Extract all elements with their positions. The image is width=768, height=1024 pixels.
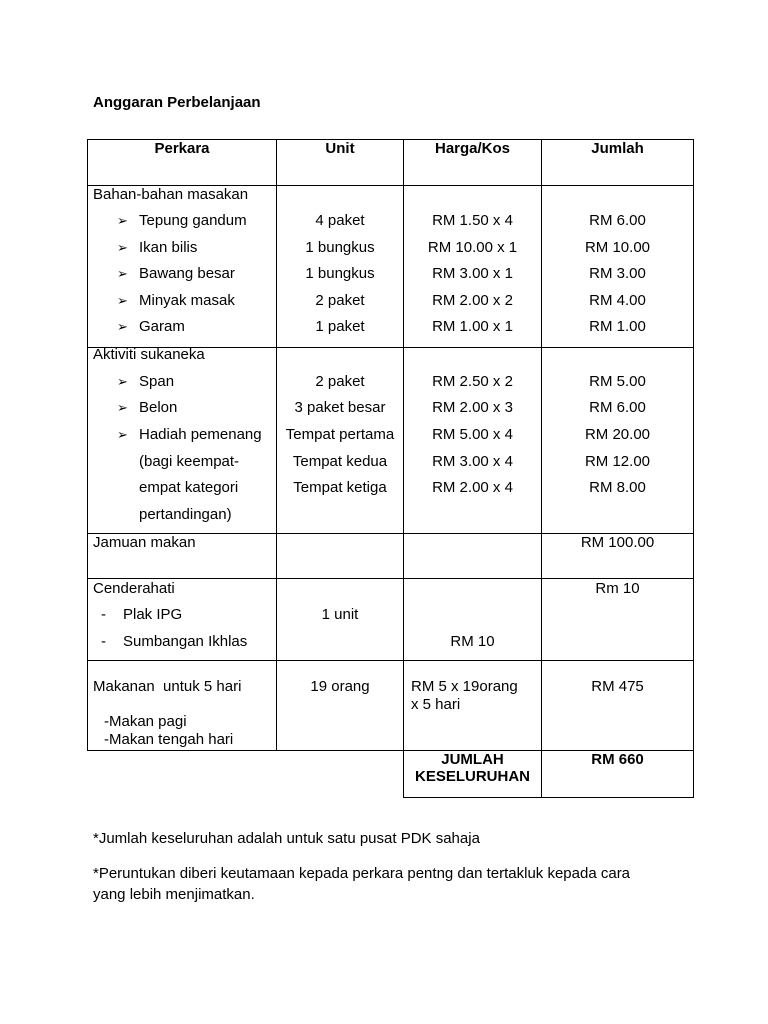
arrow-bullet-icon: ➢ bbox=[117, 293, 128, 308]
col-border bbox=[693, 139, 694, 798]
note-2-line2: yang lebih menjimatkan. bbox=[93, 886, 255, 903]
item-harga: RM 10.00 x 1 bbox=[427, 239, 518, 256]
arrow-bullet-icon: ➢ bbox=[117, 240, 128, 255]
makanan-label: Makanan untuk 5 hari bbox=[93, 678, 242, 695]
item-jumlah: RM 6.00 bbox=[589, 212, 646, 229]
item-unit: 3 paket besar bbox=[294, 399, 386, 416]
item-unit: 4 paket bbox=[315, 212, 365, 229]
makanan-sub-line: -Makan pagi bbox=[104, 713, 187, 730]
item-jumlah: RM 8.00 bbox=[589, 479, 646, 496]
item-label: Belon bbox=[139, 399, 178, 416]
item-unit: 1 bungkus bbox=[305, 265, 375, 282]
dash-bullet: - bbox=[101, 606, 106, 623]
row-divider bbox=[87, 578, 694, 579]
col-border bbox=[276, 139, 277, 751]
arrow-bullet-icon: ➢ bbox=[117, 266, 128, 281]
item-unit: 1 paket bbox=[315, 318, 365, 335]
makanan-jumlah: RM 475 bbox=[591, 678, 644, 695]
item-harga: RM 1.50 x 4 bbox=[432, 212, 513, 229]
item-label: Ikan bilis bbox=[139, 239, 198, 256]
hadiah-note-line: empat kategori bbox=[139, 479, 239, 496]
jamuan-label: Jamuan makan bbox=[93, 534, 196, 551]
item-label: Span bbox=[139, 373, 175, 390]
header-jumlah: Jumlah bbox=[591, 140, 644, 157]
item-label: Bawang besar bbox=[139, 265, 235, 282]
item-unit: 1 unit bbox=[321, 606, 359, 623]
item-jumlah: RM 3.00 bbox=[589, 265, 646, 282]
item-jumlah: RM 4.00 bbox=[589, 292, 646, 309]
makanan-harga-line1: RM 5 x 19orang bbox=[411, 678, 518, 695]
page-title: Anggaran Perbelanjaan bbox=[93, 94, 261, 111]
item-label: Hadiah pemenang bbox=[139, 426, 262, 443]
total-label-line2: KESELURUHAN bbox=[414, 768, 530, 785]
item-unit: 1 bungkus bbox=[305, 239, 375, 256]
dash-bullet: - bbox=[101, 633, 106, 650]
note-1: *Jumlah keseluruhan adalah untuk satu pusat PDK sahaja bbox=[93, 830, 480, 847]
item-unit: 2 paket bbox=[315, 373, 365, 390]
header-harga: Harga/Kos bbox=[434, 140, 511, 157]
hadiah-note-line: (bagi keempat- bbox=[139, 453, 240, 470]
total-label-line1: JUMLAH bbox=[441, 751, 504, 768]
item-harga: RM 3.00 x 4 bbox=[432, 453, 513, 470]
item-harga: RM 2.50 x 2 bbox=[432, 373, 513, 390]
arrow-bullet-icon: ➢ bbox=[117, 400, 128, 415]
item-unit: 2 paket bbox=[315, 292, 365, 309]
item-harga: RM 10 bbox=[450, 633, 495, 650]
hadiah-note-line: pertandingan) bbox=[139, 506, 232, 523]
header-unit: Unit bbox=[325, 140, 355, 157]
item-harga: RM 2.00 x 2 bbox=[432, 292, 513, 309]
item-label: Plak IPG bbox=[123, 606, 183, 623]
item-harga: RM 2.00 x 4 bbox=[432, 479, 513, 496]
row-divider bbox=[87, 660, 694, 661]
arrow-bullet-icon: ➢ bbox=[117, 427, 128, 442]
item-label: Sumbangan Ikhlas bbox=[123, 633, 248, 650]
item-label: Garam bbox=[139, 318, 185, 335]
jamuan-jumlah: RM 100.00 bbox=[580, 534, 655, 551]
section-bahan-heading: Bahan-bahan masakan bbox=[93, 186, 249, 203]
header-perkara: Perkara bbox=[154, 140, 210, 157]
item-harga: RM 2.00 x 3 bbox=[432, 399, 513, 416]
item-jumlah: RM 12.00 bbox=[584, 453, 651, 470]
makanan-sub-line: -Makan tengah hari bbox=[104, 731, 234, 748]
item-label: Minyak masak bbox=[139, 292, 235, 309]
arrow-bullet-icon: ➢ bbox=[117, 374, 128, 389]
col-border bbox=[87, 139, 88, 751]
arrow-bullet-icon: ➢ bbox=[117, 319, 128, 334]
item-jumlah: RM 5.00 bbox=[589, 373, 646, 390]
makanan-harga-line2: x 5 hari bbox=[411, 696, 461, 713]
makanan-unit: 19 orang bbox=[310, 678, 370, 695]
item-jumlah: RM 6.00 bbox=[589, 399, 646, 416]
item-jumlah: RM 10.00 bbox=[584, 239, 651, 256]
item-jumlah: RM 1.00 bbox=[589, 318, 646, 335]
note-2-line1: *Peruntukan diberi keutamaan kepada perkara pentng dan tertakluk kepada cara bbox=[93, 865, 631, 882]
total-border-bottom bbox=[403, 797, 694, 798]
item-harga: RM 5.00 x 4 bbox=[432, 426, 513, 443]
item-label: Tepung gandum bbox=[139, 212, 247, 229]
item-harga: RM 3.00 x 1 bbox=[432, 265, 513, 282]
item-unit: Tempat ketiga bbox=[293, 479, 387, 496]
section-aktiviti-heading: Aktiviti sukaneka bbox=[93, 346, 205, 363]
cenderahati-jumlah: Rm 10 bbox=[595, 580, 640, 597]
arrow-bullet-icon: ➢ bbox=[117, 213, 128, 228]
item-unit: Tempat kedua bbox=[292, 453, 388, 470]
item-jumlah: RM 20.00 bbox=[584, 426, 651, 443]
item-harga: RM 1.00 x 1 bbox=[432, 318, 513, 335]
cenderahati-heading: Cenderahati bbox=[93, 580, 175, 597]
total-value: RM 660 bbox=[591, 751, 644, 768]
item-unit: Tempat pertama bbox=[285, 426, 395, 443]
